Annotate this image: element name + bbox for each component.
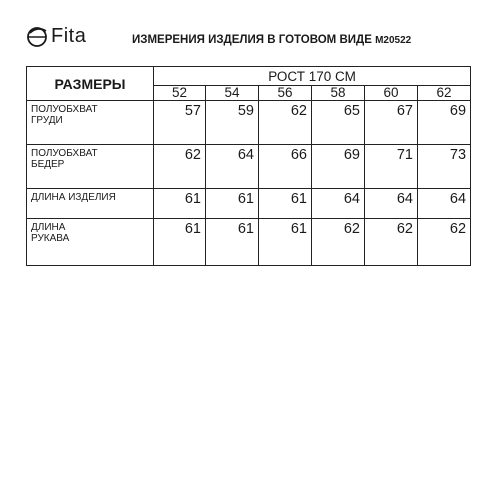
value-cell: 64 [365, 189, 418, 219]
row-label: ПОЛУОБХВАТ БЕДЕР [27, 145, 154, 189]
value-cell: 61 [259, 189, 312, 219]
sizes-header: РАЗМЕРЫ [27, 67, 154, 101]
row-label: ДЛИНА ИЗДЕЛИЯ [27, 189, 154, 219]
header-row [27, 67, 471, 86]
value-cell: 73 [418, 145, 471, 189]
brand-logo [26, 24, 86, 48]
value-cell: 61 [206, 189, 259, 219]
table-row [27, 219, 471, 266]
size-cell: 60 [365, 86, 418, 101]
value-cell: 62 [259, 101, 312, 145]
value-cell: 59 [206, 101, 259, 145]
size-cell: 62 [418, 86, 471, 101]
title-text: ИЗМЕРЕНИЯ ИЗДЕЛИЯ В ГОТОВОМ ВИДЕ [132, 34, 372, 46]
size-cell: 52 [154, 86, 206, 101]
size-cell: 54 [206, 86, 259, 101]
value-cell: 62 [365, 219, 418, 266]
row-label: ДЛИНА РУКАВА [27, 219, 154, 266]
page-title [132, 34, 411, 46]
value-cell: 64 [418, 189, 471, 219]
table-row [27, 101, 471, 145]
brand-name: Fita [51, 24, 87, 47]
value-cell: 71 [365, 145, 418, 189]
value-cell: 61 [206, 219, 259, 266]
value-cell: 61 [259, 219, 312, 266]
value-cell: 65 [312, 101, 365, 145]
value-cell: 69 [418, 101, 471, 145]
size-cell: 56 [259, 86, 312, 101]
size-cell: 58 [312, 86, 365, 101]
value-cell: 61 [154, 189, 206, 219]
product-code: М20522 [375, 35, 412, 46]
value-cell: 62 [154, 145, 206, 189]
value-cell: 69 [312, 145, 365, 189]
value-cell: 57 [154, 101, 206, 145]
growth-header: РОСТ 170 СМ [154, 67, 471, 86]
value-cell: 67 [365, 101, 418, 145]
value-cell: 62 [312, 219, 365, 266]
fita-logo-icon [26, 24, 48, 48]
value-cell: 66 [259, 145, 312, 189]
table-row [27, 189, 471, 219]
value-cell: 62 [418, 219, 471, 266]
row-label: ПОЛУОБХВАТ ГРУДИ [27, 101, 154, 145]
value-cell: 61 [154, 219, 206, 266]
value-cell: 64 [206, 145, 259, 189]
value-cell: 64 [312, 189, 365, 219]
table-row [27, 145, 471, 189]
size-chart-table [26, 66, 471, 266]
